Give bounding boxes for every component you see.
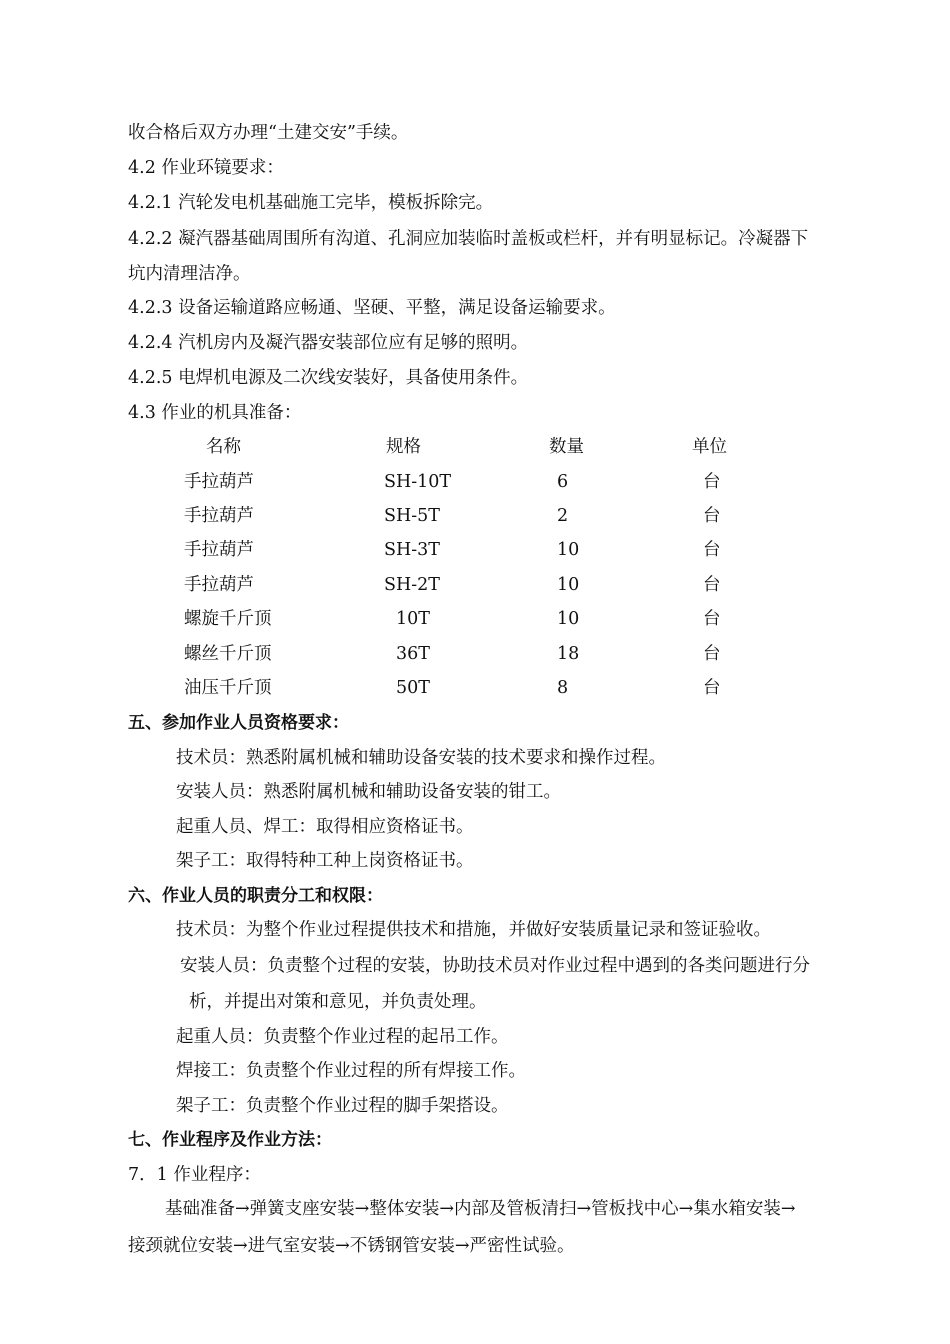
- table-cell: 18: [557, 644, 580, 664]
- list-item: 安装人员：负责整个过程的安装，协助技术员对作业过程中遇到的各类问题进行分: [180, 956, 810, 976]
- section-heading: 七、作业程序及作业方法：: [128, 1130, 332, 1150]
- list-item: 技术员：熟悉附属机械和辅助设备安装的技术要求和操作过程。: [176, 748, 666, 768]
- table-header: 数量: [549, 437, 584, 457]
- list-item: 技术员：为整个作业过程提供技术和措施，并做好安装质量记录和签证验收。: [176, 920, 771, 940]
- table-cell: 10T: [396, 609, 430, 629]
- list-item: 安装人员：熟悉附属机械和辅助设备安装的钳工。: [176, 782, 561, 802]
- table-cell: SH-10T: [384, 472, 452, 492]
- paragraph-line: 坑内清理洁净。: [128, 264, 251, 284]
- subsection-title: 7．1 作业程序：: [128, 1165, 261, 1185]
- table-cell: 台: [703, 506, 721, 526]
- list-item: 起重人员：负责整个作业过程的起吊工作。: [176, 1027, 509, 1047]
- table-cell: SH-3T: [384, 540, 440, 560]
- table-cell: 台: [703, 644, 721, 664]
- table-cell: 台: [703, 540, 721, 560]
- table-cell: 螺丝千斤顶: [184, 644, 272, 664]
- table-row: [0, 607, 950, 631]
- table-cell: 10: [557, 575, 580, 595]
- list-item: 起重人员、焊工：取得相应资格证书。: [176, 817, 474, 837]
- table-row: [0, 573, 950, 597]
- table-cell: 10: [557, 609, 580, 629]
- table-cell: 台: [703, 609, 721, 629]
- table-row: [0, 538, 950, 562]
- list-item: 析，并提出对策和意见，并负责处理。: [189, 992, 487, 1012]
- table-cell: SH-2T: [384, 575, 440, 595]
- table-row: [0, 470, 950, 494]
- table-cell: 2: [557, 506, 569, 526]
- table-header-row: [0, 435, 950, 459]
- list-item: 焊接工：负责整个作业过程的所有焊接工作。: [176, 1061, 526, 1081]
- paragraph-line: 4.2.4 汽机房内及凝汽器安装部位应有足够的照明。: [128, 333, 529, 353]
- table-cell: 36T: [396, 644, 430, 664]
- table-cell: 台: [703, 472, 721, 492]
- paragraph-line: 4.2.1 汽轮发电机基础施工完毕，模板拆除完。: [128, 193, 494, 213]
- section-heading: 六、作业人员的职责分工和权限：: [128, 886, 383, 906]
- table-cell: 螺旋千斤顶: [184, 609, 272, 629]
- table-cell: 6: [557, 472, 569, 492]
- section-heading: 五、参加作业人员资格要求：: [128, 713, 349, 733]
- table-cell: SH-5T: [384, 506, 440, 526]
- table-row: [0, 676, 950, 700]
- table-row: [0, 504, 950, 528]
- table-cell: 手拉葫芦: [184, 540, 254, 560]
- table-header: 规格: [386, 437, 421, 457]
- table-cell: 手拉葫芦: [184, 472, 254, 492]
- paragraph-line: 收合格后双方办理“土建交安”手续。: [128, 123, 409, 143]
- table-cell: 油压千斤顶: [184, 678, 272, 698]
- paragraph-line: 4.2.2 凝汽器基础周围所有沟道、孔洞应加装临时盖板或栏杆，并有明显标记。冷凝器下: [128, 229, 809, 249]
- process-flow-line: 接颈就位安装→进气室安装→不锈钢管安装→严密性试验。: [128, 1236, 575, 1256]
- subsection-title: 4.2 作业环镜要求：: [128, 158, 284, 178]
- table-cell: 台: [703, 575, 721, 595]
- paragraph-line: 4.2.5 电焊机电源及二次线安装好，具备使用条件。: [128, 368, 529, 388]
- table-row: [0, 642, 950, 666]
- list-item: 架子工：取得特种工种上岗资格证书。: [176, 851, 474, 871]
- table-cell: 8: [557, 678, 569, 698]
- table-cell: 手拉葫芦: [184, 575, 254, 595]
- process-flow-line: 基础准备→弹簧支座安装→整体安装→内部及管板清扫→管板找中心→集水箱安装→: [165, 1199, 796, 1219]
- table-cell: 10: [557, 540, 580, 560]
- list-item: 架子工：负责整个作业过程的脚手架搭设。: [176, 1096, 509, 1116]
- table-cell: 手拉葫芦: [184, 506, 254, 526]
- paragraph-line: 4.2.3 设备运输道路应畅通、坚硬、平整，满足设备运输要求。: [128, 298, 616, 318]
- table-cell: 台: [703, 678, 721, 698]
- table-header: 名称: [206, 437, 241, 457]
- table-header: 单位: [692, 437, 727, 457]
- table-cell: 50T: [396, 678, 430, 698]
- subsection-title: 4.3 作业的机具准备：: [128, 403, 302, 423]
